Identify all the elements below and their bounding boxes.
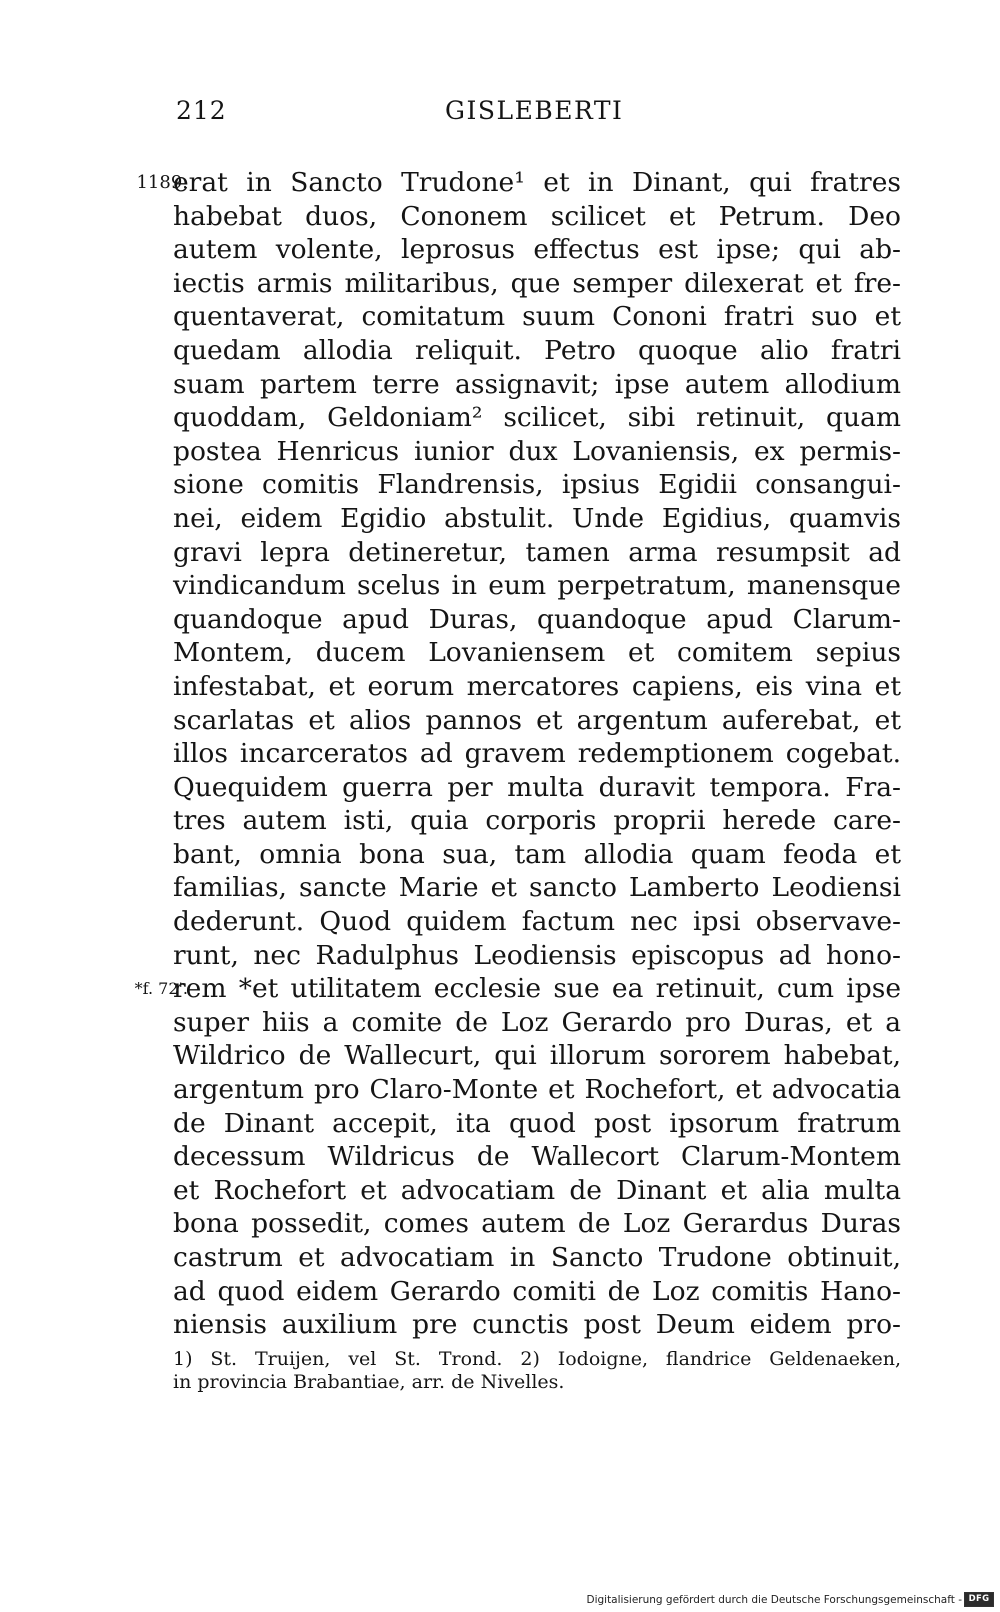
- running-title: GISLEBERTI: [445, 96, 624, 125]
- text-line: autem volente, leprosus effectus est ipse; qui ab-: [173, 234, 901, 266]
- body-text: [173, 166, 901, 1342]
- text-line: quedam allodia reliquit. Petro quoque alio fratri: [173, 334, 901, 366]
- text-line: runt, nec Radulphus Leodiensis episcopus ad hono-: [173, 939, 901, 971]
- text-line: suam partem terre assignavit; ipse autem allodium: [173, 368, 901, 400]
- text-line: familias, sancte Marie et sancto Lamberto Leodiensi: [173, 872, 901, 904]
- text-line: quoddam, Geldoniam² scilicet, sibi retinuit, quam: [173, 402, 901, 434]
- text-line: gravi lepra detineretur, tamen arma resumpsit ad: [173, 536, 901, 568]
- text-line: et Rochefort et advocatiam de Dinant et alia multa: [173, 1174, 901, 1206]
- text-line: infestabat, et eorum mercatores capiens, eis vina et: [173, 670, 901, 702]
- text-line: habebat duos, Cononem scilicet et Petrum. Deo: [173, 200, 901, 232]
- text-line: postea Henricus iunior dux Lovaniensis, ex permis-: [173, 435, 901, 467]
- dfg-logo: DFG: [964, 1592, 994, 1607]
- text-line: de Dinant accepit, ita quod post ipsorum fratrum: [173, 1107, 901, 1139]
- margin-year-note: 1189.: [136, 172, 188, 193]
- text-line: bant, omnia bona sua, tam allodia quam feoda et: [173, 838, 901, 870]
- text-line: erat in Sancto Trudone¹ et in Dinant, qui fratres: [173, 167, 901, 198]
- page-number: 212: [176, 96, 227, 125]
- text-line: bona possedit, comes autem de Loz Gerardus Duras: [173, 1208, 901, 1240]
- text-line: Montem, ducem Lovaniensem et comitem sepius: [173, 637, 901, 669]
- text-line: dederunt. Quod quidem factum nec ipsi observave-: [173, 906, 901, 938]
- text-line: illos incarceratos ad gravem redemptionem cogebat.: [173, 738, 901, 770]
- text-line: scarlatas et alios pannos et argentum auferebat, et: [173, 704, 901, 736]
- footnote-line: 1) St. Truijen, vel St. Trond. 2) Iodoigne, flandrice Geldenaeken,: [173, 1348, 901, 1370]
- text-line: super hiis a comite de Loz Gerardo pro Duras, et a: [173, 1006, 901, 1038]
- text-line: quentaverat, comitatum suum Cononi fratri suo et: [173, 301, 901, 333]
- text-line: iectis armis militaribus, que semper dilexerat et fre-: [173, 267, 901, 299]
- text-line: decessum Wildricus de Wallecort Clarum-Montem: [173, 1141, 901, 1173]
- text-line: rem *et utilitatem ecclesie sue ea retinuit, cum ipse: [173, 973, 901, 1005]
- footnotes: [173, 1348, 901, 1394]
- text-line: Wildrico de Wallecurt, qui illorum sororem habebat,: [173, 1040, 901, 1072]
- text-line: ad quod eidem Gerardo comiti de Loz comitis Hano-: [173, 1275, 901, 1307]
- text-line: niensis auxilium pre cunctis post Deum eidem pro-: [173, 1309, 901, 1341]
- text-line: argentum pro Claro-Monte et Rochefort, et advocatia: [173, 1074, 901, 1106]
- margin-folio-note: *f. 72'.: [134, 979, 188, 998]
- digitization-credit: Digitalisierung gefördert durch die Deutsche Forschungsgemeinschaft -: [586, 1594, 962, 1606]
- text-line: nei, eidem Egidio abstulit. Unde Egidius, quamvis: [173, 502, 901, 534]
- text-line: vindicandum scelus in eum perpetratum, manensque: [173, 570, 901, 602]
- footnote-line: in provincia Brabantiae, arr. de Nivelles.: [173, 1371, 565, 1393]
- text-line: quandoque apud Duras, quandoque apud Clarum-: [173, 603, 901, 635]
- text-line: Quequidem guerra per multa duravit tempora. Fra-: [173, 771, 901, 803]
- text-line: tres autem isti, quia corporis proprii herede care-: [173, 805, 901, 837]
- text-line: sione comitis Flandrensis, ipsius Egidii consangui-: [173, 469, 901, 501]
- text-line: castrum et advocatiam in Sancto Trudone obtinuit,: [173, 1242, 901, 1273]
